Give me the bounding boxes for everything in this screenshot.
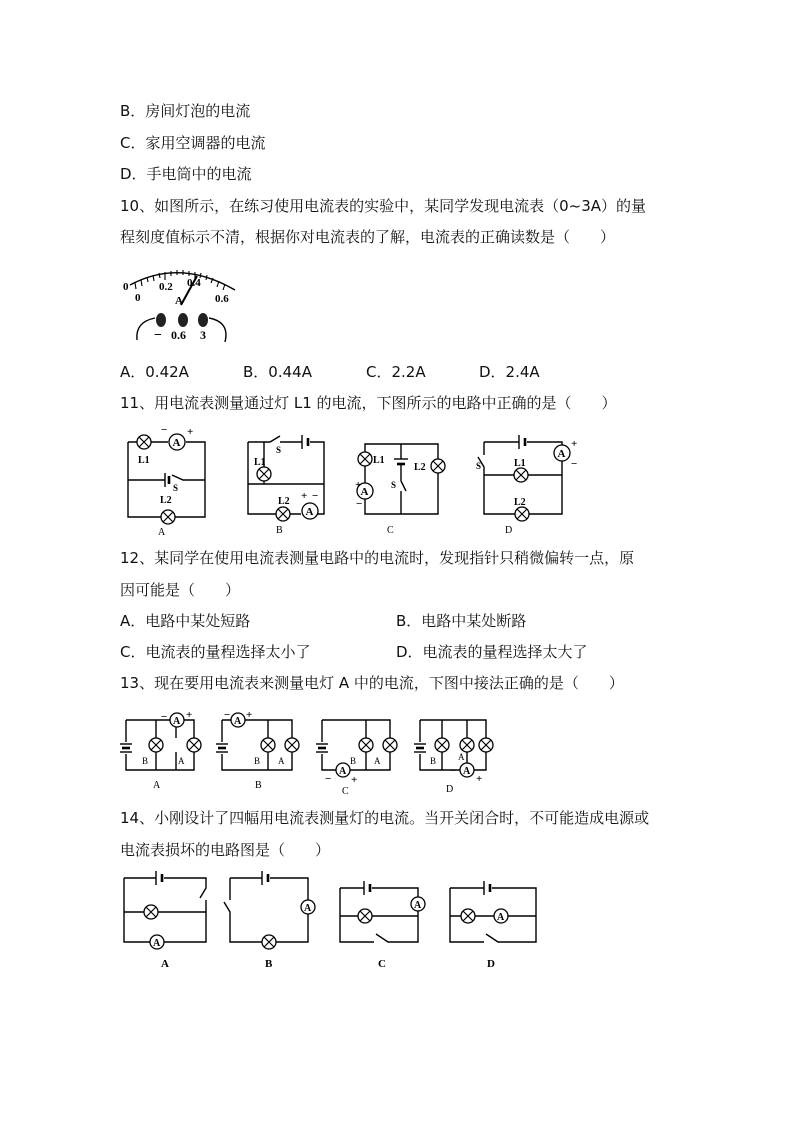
- dial-label-0-4: 0.4: [187, 277, 201, 289]
- q10-option-d: D．2.4A: [479, 363, 540, 381]
- q14-circuit-a: [124, 871, 206, 970]
- svg-text:A: A: [360, 486, 369, 498]
- q12-option-a: A．电路中某处短路: [120, 612, 251, 630]
- svg-text:L1: L1: [514, 458, 526, 469]
- q9-option-c: C．家用空调器的电流: [120, 134, 266, 152]
- svg-text:B: B: [350, 756, 357, 766]
- svg-text:−: −: [224, 709, 231, 721]
- svg-text:A: A: [557, 448, 566, 460]
- svg-text:A: A: [339, 766, 347, 777]
- svg-text:+: +: [187, 426, 194, 438]
- svg-text:−: −: [161, 711, 168, 723]
- q13-circuit-a: [120, 709, 201, 791]
- dial-label-0-2: 0.2: [159, 281, 173, 293]
- q9-option-d: D．手电筒中的电流: [120, 165, 252, 183]
- q13-caption-a: A: [153, 780, 161, 791]
- q14-circuit-c: [340, 881, 425, 970]
- svg-text:L2: L2: [278, 496, 290, 507]
- svg-text:A: A: [278, 756, 285, 766]
- q10-option-a: A．0.42A: [120, 363, 189, 381]
- q11-circuit-b: [248, 435, 324, 536]
- svg-text:L2: L2: [414, 462, 426, 473]
- svg-text:B: B: [254, 756, 261, 766]
- q14-stem-line2: 电流表损坏的电路图是（ ）: [120, 841, 331, 859]
- svg-text:A: A: [234, 716, 242, 727]
- q12-option-d: D．电流表的量程选择太大了: [396, 643, 588, 661]
- q10-option-c: C．2.2A: [366, 363, 426, 381]
- q14-caption-b: B: [265, 958, 273, 970]
- q10-option-b: B．0.44A: [243, 363, 312, 381]
- svg-text:L2: L2: [160, 495, 172, 506]
- svg-text:+: +: [351, 774, 358, 786]
- q14-caption-c: C: [378, 958, 386, 970]
- q12-option-c: C．电流表的量程选择太小了: [120, 643, 311, 661]
- q11-circuits-figure: [120, 425, 600, 537]
- q14-circuit-d: [450, 881, 536, 970]
- svg-text:L1: L1: [373, 455, 385, 466]
- q10-stem-line2: 程刻度值标示不清，根据你对电流表的了解，电流表的正确读数是（ ）: [120, 228, 616, 246]
- svg-text:A: A: [374, 756, 381, 766]
- q11-caption-b: B: [276, 525, 283, 536]
- svg-text:S: S: [391, 480, 397, 490]
- svg-text:+: +: [571, 438, 578, 450]
- q11-circuit-d: [476, 435, 577, 536]
- dial-label-0: 0: [135, 292, 141, 304]
- svg-text:−: −: [356, 498, 363, 510]
- svg-text:−: −: [312, 490, 319, 502]
- svg-text:A: A: [172, 437, 181, 449]
- svg-text:A: A: [305, 506, 314, 518]
- q11-circuit-a: [128, 425, 205, 537]
- svg-text:+: +: [355, 479, 362, 491]
- svg-text:S: S: [276, 445, 282, 455]
- q14-caption-a: A: [161, 958, 169, 970]
- svg-text:A: A: [497, 912, 505, 923]
- svg-text:L2: L2: [514, 497, 526, 508]
- svg-text:L1: L1: [138, 455, 150, 466]
- dial-outer-zero: 0: [123, 281, 129, 293]
- terminal-3: 3: [200, 328, 206, 342]
- svg-text:A: A: [463, 766, 471, 777]
- svg-text:+: +: [301, 490, 308, 502]
- q11-caption-c: C: [387, 525, 394, 536]
- q11-stem: 11、用电流表测量通过灯 L1 的电流，下图所示的电路中正确的是（ ）: [120, 394, 617, 412]
- q11-circuit-c: [355, 444, 445, 536]
- svg-text:A: A: [173, 716, 181, 727]
- q12-stem-line1: 12、某同学在使用电流表测量电路中的电流时，发现指针只稍微偏转一点，原: [120, 549, 635, 567]
- svg-text:−: −: [450, 765, 457, 777]
- svg-text:A: A: [414, 900, 422, 911]
- q12-option-b: B．电路中某处断路: [396, 612, 527, 630]
- svg-text:L1: L1: [254, 457, 266, 468]
- svg-text:S: S: [173, 483, 179, 493]
- svg-text:+: +: [246, 709, 253, 721]
- dial-unit-label: A: [175, 295, 183, 307]
- terminal-minus: −: [154, 328, 162, 343]
- dial-label-0-6: 0.6: [215, 293, 229, 305]
- svg-text:−: −: [325, 773, 332, 785]
- q14-stem-line1: 14、小刚设计了四幅用电流表测量灯的电流。当开关闭合时，不可能造成电源或: [120, 809, 650, 827]
- svg-text:−: −: [161, 425, 168, 436]
- svg-text:A: A: [458, 752, 465, 762]
- q13-stem: 13、现在要用电流表来测量电灯 A 中的电流，下图中接法正确的是（ ）: [120, 674, 624, 692]
- q14-circuit-b: [224, 871, 315, 970]
- svg-text:A: A: [153, 938, 161, 949]
- q10-stem-line1: 10、如图所示，在练习使用电流表的实验中，某同学发现电流表（0~3A）的量: [120, 197, 647, 215]
- q13-circuit-c: [316, 720, 397, 797]
- q14-caption-d: D: [487, 958, 495, 970]
- svg-text:+: +: [186, 709, 193, 721]
- q13-circuit-d: [414, 720, 493, 795]
- svg-text:B: B: [430, 756, 437, 766]
- svg-text:B: B: [142, 756, 149, 766]
- q13-caption-c: C: [342, 786, 349, 797]
- q11-caption-d: D: [505, 525, 513, 536]
- q14-circuits-figure: [118, 868, 548, 972]
- q13-circuit-b: [216, 709, 299, 791]
- q9-option-b: B．房间灯泡的电流: [120, 102, 251, 120]
- q12-stem-line2: 因可能是（ ）: [120, 581, 241, 599]
- svg-text:S: S: [476, 461, 482, 471]
- q13-caption-d: D: [446, 784, 454, 795]
- svg-text:+: +: [476, 773, 483, 785]
- svg-text:−: −: [571, 458, 578, 470]
- q10-ammeter-dial-figure: [115, 260, 245, 350]
- terminal-0-6: 0.6: [171, 328, 186, 342]
- svg-text:A: A: [178, 756, 185, 766]
- q13-circuits-figure: [118, 708, 498, 800]
- svg-text:A: A: [304, 903, 312, 914]
- q11-caption-a: A: [158, 527, 166, 537]
- q13-caption-b: B: [255, 780, 262, 791]
